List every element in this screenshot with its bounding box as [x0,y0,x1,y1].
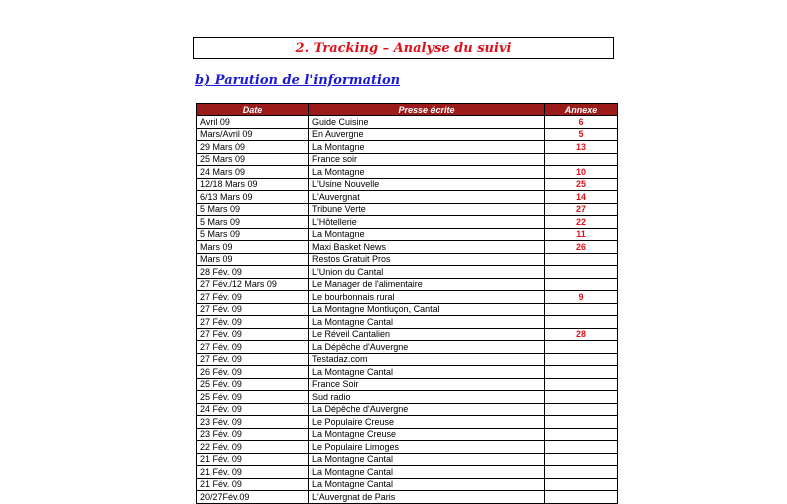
table-row [197,341,618,354]
table-row [197,278,618,291]
cell-press: Le bourbonnais rural [309,291,545,304]
cell-press: L'Auvergnat [309,191,545,204]
table-row [197,203,618,216]
cell-press: La Montagne Cantal [309,453,545,466]
cell-date: Mars 09 [197,241,309,254]
cell-date: 25 Mars 09 [197,153,309,166]
cell-date: 20/27Fév.09 [197,491,309,504]
cell-date: 21 Fév. 09 [197,466,309,479]
cell-date: 25 Fév. 09 [197,391,309,404]
cell-press: La Dépêche d'Auvergne [309,403,545,416]
cell-date: 29 Mars 09 [197,141,309,154]
cell-annexe: 5 [545,128,618,141]
cell-annexe [545,378,618,391]
cell-annexe [545,153,618,166]
cell-date: 12/18 Mars 09 [197,178,309,191]
cell-annexe [545,341,618,354]
cell-press: La Montagne Cantal [309,316,545,329]
table-row [197,453,618,466]
cell-press: La Dépêche d'Auvergne [309,341,545,354]
table-row [197,253,618,266]
cell-annexe [545,428,618,441]
cell-date: 27 Fév. 09 [197,316,309,329]
cell-annexe: 25 [545,178,618,191]
table-row [197,466,618,479]
table-row [197,303,618,316]
cell-date: 27 Fév. 09 [197,341,309,354]
cell-date: 27 Fév. 09 [197,328,309,341]
column-header-press: Presse écrite [309,104,545,116]
cell-date: 27 Fév. 09 [197,353,309,366]
cell-annexe [545,316,618,329]
table-row [197,128,618,141]
cell-annexe: 27 [545,203,618,216]
cell-press: La Montagne Cantal [309,366,545,379]
table-row [197,353,618,366]
cell-annexe [545,353,618,366]
cell-annexe: 14 [545,191,618,204]
table-row [197,178,618,191]
cell-date: 6/13 Mars 09 [197,191,309,204]
cell-date: 25 Fév. 09 [197,378,309,391]
cell-press: L'Hôtellerie [309,216,545,229]
cell-date: 24 Fév. 09 [197,403,309,416]
table-row [197,216,618,229]
table-row [197,116,618,129]
cell-press: Le Populaire Creuse [309,416,545,429]
table-row [197,441,618,454]
table-row [197,316,618,329]
cell-press: France soir [309,153,545,166]
table-row [197,391,618,404]
table-row [197,478,618,491]
column-header-date: Date [197,104,309,116]
cell-annexe: 13 [545,141,618,154]
cell-annexe [545,416,618,429]
cell-date: 5 Mars 09 [197,216,309,229]
section-title-box [193,37,614,59]
cell-date: 23 Fév. 09 [197,416,309,429]
table-row [197,328,618,341]
cell-annexe [545,391,618,404]
table-row [197,403,618,416]
cell-press: L'Usine Nouvelle [309,178,545,191]
table-row [197,491,618,504]
cell-annexe: 28 [545,328,618,341]
cell-press: La Montagne Cantal [309,466,545,479]
cell-press: Le Réveil Cantalien [309,328,545,341]
cell-press: Le Manager de l'alimentaire [309,278,545,291]
table-row [197,366,618,379]
cell-annexe: 26 [545,241,618,254]
cell-annexe [545,453,618,466]
cell-date: 23 Fév. 09 [197,428,309,441]
table-row [197,241,618,254]
cell-annexe [545,278,618,291]
table-row [197,266,618,279]
cell-press: Maxi Basket News [309,241,545,254]
section-title: 2. Tracking – Analyse du suivi [295,40,512,56]
cell-date: Avril 09 [197,116,309,129]
cell-annexe [545,478,618,491]
cell-annexe [545,466,618,479]
press-table [196,103,618,504]
table-row [197,153,618,166]
cell-date: 27 Fév. 09 [197,303,309,316]
cell-press: La Montagne Creuse [309,428,545,441]
cell-press: L'Union du Cantal [309,266,545,279]
cell-date: 27 Fév. 09 [197,291,309,304]
cell-annexe [545,253,618,266]
cell-annexe [545,491,618,504]
cell-press: En Auvergne [309,128,545,141]
cell-date: 28 Fév. 09 [197,266,309,279]
cell-press: France Soir [309,378,545,391]
cell-date: Mars 09 [197,253,309,266]
cell-annexe [545,403,618,416]
cell-annexe: 11 [545,228,618,241]
cell-press: Guide Cuisine [309,116,545,129]
cell-date: 24 Mars 09 [197,166,309,179]
table-row [197,291,618,304]
cell-date: 22 Fév. 09 [197,441,309,454]
cell-press: Le Populaire Limoges [309,441,545,454]
cell-press: Sud radio [309,391,545,404]
cell-press: La Montagne Cantal [309,478,545,491]
table-row [197,191,618,204]
table-header-row [197,104,618,116]
cell-annexe: 6 [545,116,618,129]
cell-date: 5 Mars 09 [197,228,309,241]
cell-annexe [545,366,618,379]
cell-annexe [545,441,618,454]
table-body [197,116,618,504]
cell-date: 26 Fév. 09 [197,366,309,379]
cell-date: 5 Mars 09 [197,203,309,216]
table-row [197,378,618,391]
cell-press: Tribune Verte [309,203,545,216]
cell-annexe: 22 [545,216,618,229]
cell-press: La Montagne [309,166,545,179]
cell-annexe [545,266,618,279]
cell-date: 27 Fév./12 Mars 09 [197,278,309,291]
cell-date: 21 Fév. 09 [197,478,309,491]
cell-date: Mars/Avril 09 [197,128,309,141]
cell-press: La Montagne Montluçon, Cantal [309,303,545,316]
cell-press: La Montagne [309,141,545,154]
column-header-annexe: Annexe [545,104,618,116]
table-row [197,141,618,154]
cell-press: L'Auvergnat de Paris [309,491,545,504]
cell-press: La Montagne [309,228,545,241]
table-row [197,228,618,241]
table-row [197,428,618,441]
cell-annexe [545,303,618,316]
cell-date: 21 Fév. 09 [197,453,309,466]
subsection-title: b) Parution de l'information [195,73,401,88]
cell-annexe: 9 [545,291,618,304]
cell-press: Testadaz.com [309,353,545,366]
cell-annexe: 10 [545,166,618,179]
cell-press: Restos Gratuit Pros [309,253,545,266]
table-row [197,416,618,429]
table-row [197,166,618,179]
